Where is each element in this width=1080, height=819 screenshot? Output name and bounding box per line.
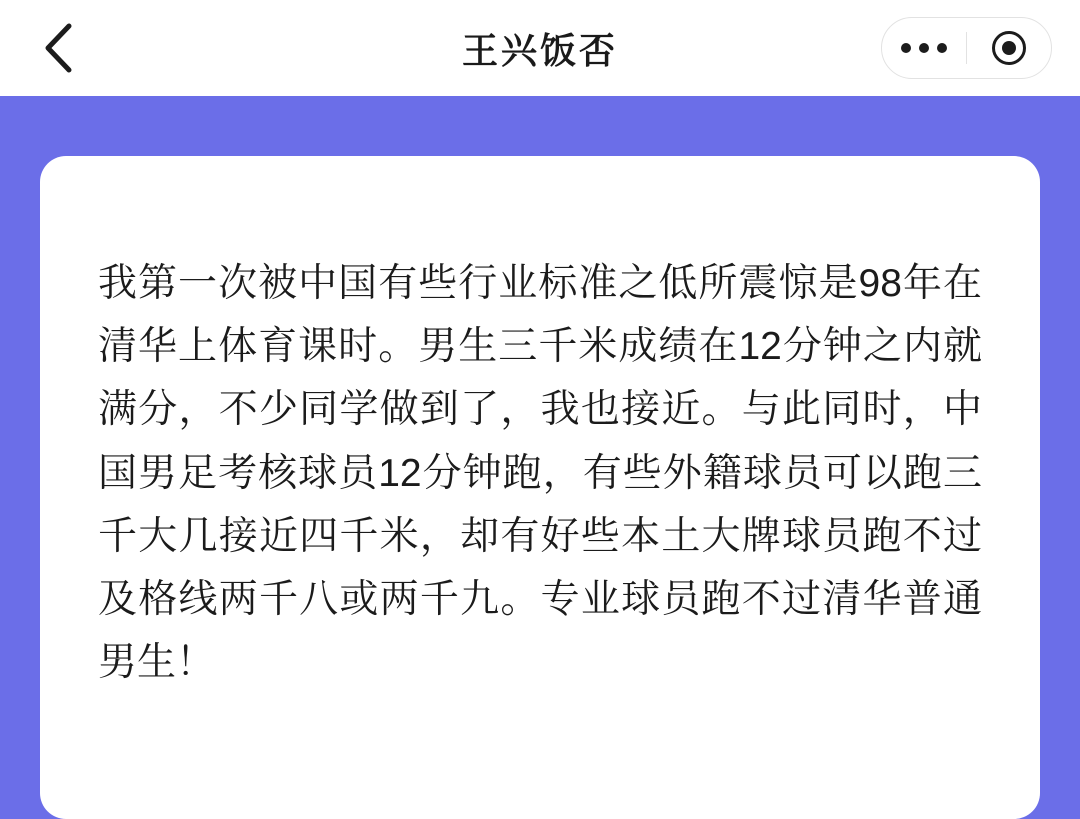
post-card: [40, 156, 1040, 819]
more-dots-icon: [901, 43, 947, 53]
navigation-bar: [0, 0, 1080, 96]
post-body: 我第一次被中国有些行业标准之低所震惊是98年在清华上体育课时。男生三千米成绩在12分钟之内就满分，不少同学做到了，我也接近。与此同时，中国男足考核球员12分钟跑，有些外籍球员可以跑三千大几接近四千米，却有好些本土大牌球员跑不过及格线两千八或两千九。专业球员跑不过清华普通男生！: [98, 262, 982, 685]
chevron-left-icon: [41, 21, 75, 75]
content-area: [0, 96, 1080, 819]
target-circle-icon: [992, 31, 1026, 65]
mini-program-capsule: [881, 17, 1052, 79]
close-button[interactable]: [967, 18, 1051, 78]
page-title: 王兴饭否: [461, 29, 618, 71]
more-button[interactable]: [882, 18, 966, 78]
back-button[interactable]: [28, 18, 88, 78]
